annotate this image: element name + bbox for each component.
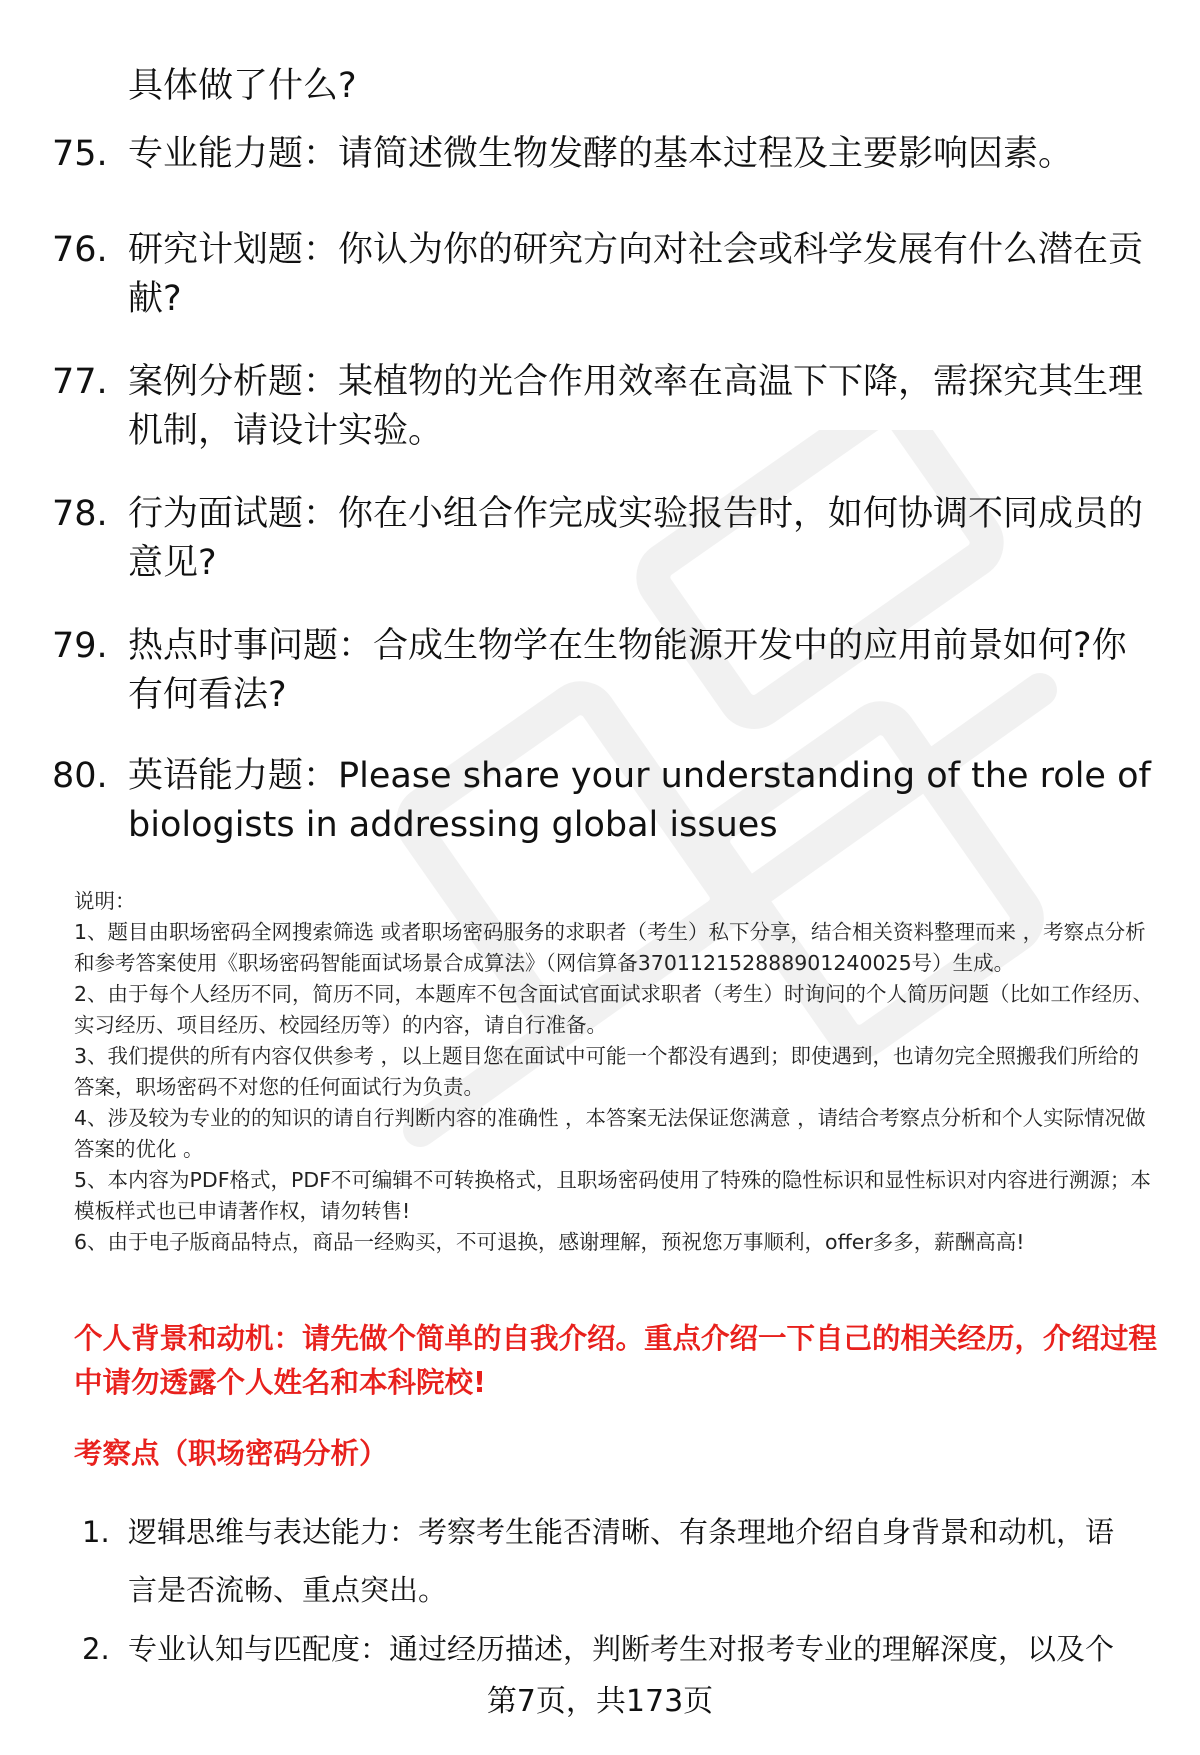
- analysis-section-heading: 考察点（职场密码分析）: [74, 1437, 388, 1470]
- question-number: 77.: [52, 362, 108, 402]
- question-number: 79.: [52, 626, 108, 666]
- question-number: 75.: [52, 134, 108, 174]
- analysis-point-2: [82, 1620, 1142, 1678]
- question-75: [52, 130, 1157, 179]
- note-item: 6、由于电子版商品特点，商品一经购买，不可退换，感谢理解，预祝您万事顺利，offer多多，薪酬高高!: [74, 1230, 1025, 1254]
- point-number: 1.: [82, 1515, 110, 1549]
- question-number: 80.: [52, 756, 108, 796]
- question-text: 热点时事问题：合成生物学在生物能源开发中的应用前景如何?你有何看法?: [128, 626, 1127, 715]
- continued-question-text: 具体做了什么?: [128, 66, 357, 106]
- question-number: 78.: [52, 494, 108, 534]
- note-item: 3、我们提供的所有内容仅供参考 ，以上题目您在面试中可能一个都没有遇到；即使遇到，也请勿完全照搬我们所给的答案，职场密码不对您的任何面试行为负责。: [74, 1044, 1140, 1099]
- notes-title: 说明：: [74, 889, 136, 913]
- question-76: [52, 226, 1157, 324]
- note-item: 2、由于每个人经历不同，简历不同，本题库不包含面试官面试求职者（考生）时询问的个人简历问题（比如工作经历、实习经历、项目经历、校园经历等）的内容，请自行准备。: [74, 982, 1154, 1037]
- intro-question-heading: 个人背景和动机：请先做个简单的自我介绍。重点介绍一下自己的相关经历，介绍过程中请勿透露个人姓名和本科院校!: [74, 1322, 1158, 1399]
- question-text: 英语能力题：Please share your understanding of the role of biologists in addressing global issues: [128, 756, 1151, 845]
- question-text: 研究计划题：你认为你的研究方向对社会或科学发展有什么潜在贡献?: [128, 230, 1144, 319]
- question-79: [52, 622, 1157, 720]
- question-number: 76.: [52, 230, 108, 270]
- question-text: 专业能力题：请简述微生物发酵的基本过程及主要影响因素。: [128, 134, 1074, 174]
- analysis-point-1: [82, 1503, 1142, 1619]
- point-text: 逻辑思维与表达能力：考察考生能否清晰、有条理地介绍自身背景和动机，语言是否流畅、重点突出。: [128, 1515, 1115, 1607]
- question-text: 案例分析题：某植物的光合作用效率在高温下下降，需探究其生理机制，请设计实验。: [128, 362, 1144, 451]
- page-number-footer: 第7页，共173页: [486, 1684, 714, 1719]
- note-item: 5、本内容为PDF格式，PDF不可编辑不可转换格式，且职场密码使用了特殊的隐性标识和显性标识对内容进行溯源；本模板样式也已申请著作权，请勿转售!: [74, 1168, 1151, 1223]
- note-item: 1、题目由职场密码全网搜索筛选 或者职场密码服务的求职者（考生）私下分享，结合相关资料整理而来 ，考察点分析和参考答案使用《职场密码智能面试场景合成算法》（网信算备370112152888901240025号）生成。: [74, 920, 1146, 975]
- question-80: [52, 752, 1157, 850]
- disclaimer-notes: [74, 886, 1156, 1258]
- question-text: 行为面试题：你在小组合作完成实验报告时，如何协调不同成员的意见?: [128, 494, 1144, 583]
- note-item: 4、涉及较为专业的的知识的请自行判断内容的准确性 ，本答案无法保证您满意 ，请结合考察点分析和个人实际情况做答案的优化 。: [74, 1106, 1146, 1161]
- question-78: [52, 490, 1157, 588]
- question-77: [52, 358, 1157, 456]
- point-text: 专业认知与匹配度：通过经历描述，判断考生对报考专业的理解深度，以及个: [128, 1632, 1115, 1666]
- point-number: 2.: [82, 1632, 110, 1666]
